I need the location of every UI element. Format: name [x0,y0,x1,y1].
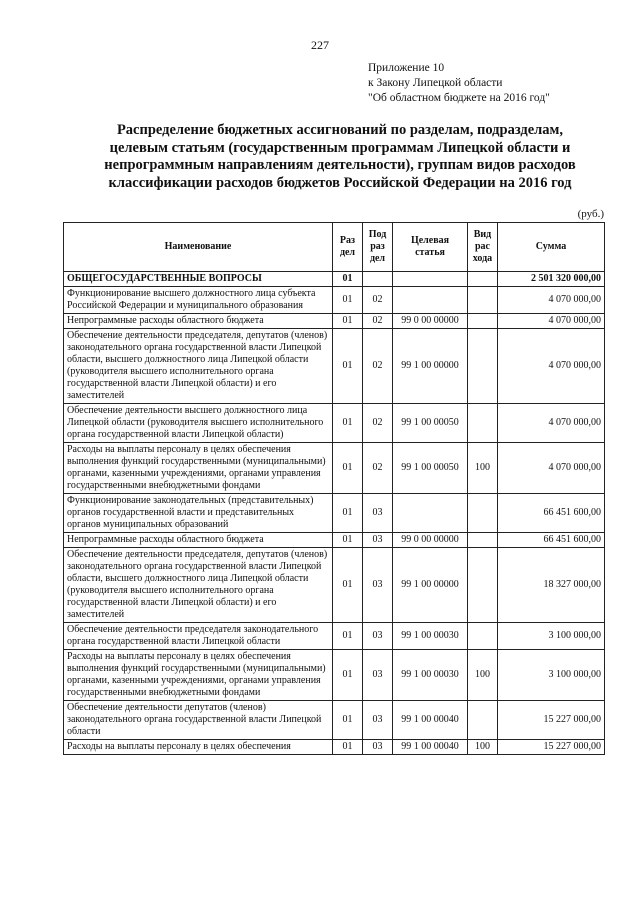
cell-name: Функционирование высшего должностного лица субъекта Российской Федерации и муниципального образования [64,287,333,314]
cell-razdel: 01 [333,287,363,314]
cell-target: 99 1 00 00040 [393,701,468,740]
title-line: классификации расходов бюджетов Российской Федерации на 2016 год [108,174,572,191]
cell-sum: 3 100 000,00 [498,623,605,650]
cell-vid [468,623,498,650]
cell-target [393,272,468,287]
document-title [70,122,610,192]
table-row [64,494,605,533]
cell-razdel: 01 [333,650,363,701]
cell-podrazdel: 03 [363,650,393,701]
cell-vid: 100 [468,443,498,494]
title-line: непрограммным направлениям деятельности), группам видов расходов [104,157,576,173]
cell-target [393,494,468,533]
cell-name: Обеспечение деятельности депутатов (членов) законодательного органа государственной власти Липецкой области [64,701,333,740]
cell-razdel: 01 [333,314,363,329]
cell-podrazdel: 03 [363,623,393,650]
cell-podrazdel: 03 [363,533,393,548]
cell-name: Непрограммные расходы областного бюджета [64,314,333,329]
budget-table [63,222,605,755]
table-row [64,443,605,494]
cell-razdel: 01 [333,533,363,548]
cell-podrazdel: 02 [363,404,393,443]
cell-name: ОБЩЕГОСУДАРСТВЕННЫЕ ВОПРОСЫ [64,272,333,287]
header-sum: Сумма [498,223,605,272]
cell-podrazdel: 03 [363,701,393,740]
table-row [64,533,605,548]
table-row [64,287,605,314]
cell-target [393,287,468,314]
header-podrazdel: Под раз дел [363,223,393,272]
cell-target: 99 0 00 00000 [393,533,468,548]
cell-podrazdel: 03 [363,740,393,755]
cell-sum: 4 070 000,00 [498,443,605,494]
header-razdel: Раз дел [333,223,363,272]
cell-vid [468,701,498,740]
cell-name: Обеспечение деятельности председателя, депутатов (членов) законодательного органа государственной власти Липецкой области, высшего должностного лица Липецкой области (руководителя высшего исполнительного органа государственной власти Липецкой области) и его заместителей [64,548,333,623]
cell-vid: 100 [468,740,498,755]
cell-razdel: 01 [333,272,363,287]
cell-razdel: 01 [333,548,363,623]
cell-vid [468,287,498,314]
cell-sum: 4 070 000,00 [498,404,605,443]
cell-target: 99 1 00 00050 [393,404,468,443]
cell-target: 99 1 00 00040 [393,740,468,755]
cell-name: Расходы на выплаты персоналу в целях обеспечения выполнения функций государственными (муниципальными) органами, казенными учреждениями, органами управления государственными внебюджетными фондами [64,650,333,701]
cell-razdel: 01 [333,329,363,404]
cell-vid [468,272,498,287]
cell-name: Функционирование законодательных (представительных) органов государственной власти и представительных органов муниципальных образований [64,494,333,533]
cell-sum: 66 451 600,00 [498,494,605,533]
cell-target: 99 1 00 00030 [393,623,468,650]
appendix-line: Приложение 10 [368,62,445,74]
cell-sum: 2 501 320 000,00 [498,272,605,287]
cell-name: Обеспечение деятельности высшего должностного лица Липецкой области (руководителя высшего исполнительного органа государственной власти Липецкой области) [64,404,333,443]
cell-name: Обеспечение деятельности председателя законодательного органа государственной власти Липецкой области [64,623,333,650]
header-target: Целевая статья [393,223,468,272]
appendix-note [368,61,550,106]
table-row [64,623,605,650]
table-row [64,404,605,443]
table-row [64,314,605,329]
cell-name: Расходы на выплаты персоналу в целях обеспечения [64,740,333,755]
cell-target: 99 1 00 00030 [393,650,468,701]
cell-vid [468,548,498,623]
title-line: целевым статьям (государственным программам Липецкой области и [109,139,571,156]
cell-name: Расходы на выплаты персоналу в целях обеспечения выполнения функций государственными (муниципальными) органами, казенными учреждениями, органами управления государственными внебюджетными фондами [64,443,333,494]
appendix-line: к Закону Липецкой области [368,77,503,89]
cell-vid [468,494,498,533]
cell-target: 99 0 00 00000 [393,314,468,329]
cell-sum: 15 227 000,00 [498,701,605,740]
cell-podrazdel: 02 [363,329,393,404]
cell-razdel: 01 [333,701,363,740]
cell-sum: 66 451 600,00 [498,533,605,548]
cell-razdel: 01 [333,623,363,650]
table-row [64,272,605,287]
page-number: 227 [311,38,329,52]
cell-sum: 4 070 000,00 [498,314,605,329]
cell-vid [468,314,498,329]
title-line: Распределение бюджетных ассигнований по разделам, подразделам, [116,122,564,138]
cell-razdel: 01 [333,443,363,494]
cell-target: 99 1 00 00050 [393,443,468,494]
cell-name: Непрограммные расходы областного бюджета [64,533,333,548]
cell-podrazdel: 03 [363,494,393,533]
cell-podrazdel: 02 [363,443,393,494]
cell-sum: 3 100 000,00 [498,650,605,701]
cell-razdel: 01 [333,494,363,533]
appendix-line: "Об областном бюджете на 2016 год" [368,92,550,104]
cell-sum: 4 070 000,00 [498,287,605,314]
table-row [64,329,605,404]
cell-target: 99 1 00 00000 [393,548,468,623]
table-row [64,650,605,701]
cell-sum: 18 327 000,00 [498,548,605,623]
table-row [64,740,605,755]
cell-vid: 100 [468,650,498,701]
table-header-row [64,223,605,272]
cell-name: Обеспечение деятельности председателя, депутатов (членов) законодательного органа государственной власти Липецкой области, высшего должностного лица Липецкой области (руководителя высшего исполнительного органа государственной власти Липецкой области) и его заместителей [64,329,333,404]
cell-podrazdel [363,272,393,287]
cell-sum: 4 070 000,00 [498,329,605,404]
currency-unit: (руб.) [577,208,604,220]
cell-podrazdel: 02 [363,314,393,329]
cell-target: 99 1 00 00000 [393,329,468,404]
table-row [64,701,605,740]
cell-vid [468,533,498,548]
cell-razdel: 01 [333,740,363,755]
header-vid: Вид рас хода [468,223,498,272]
cell-razdel: 01 [333,404,363,443]
cell-podrazdel: 03 [363,548,393,623]
table-row [64,548,605,623]
cell-vid [468,329,498,404]
cell-vid [468,404,498,443]
header-name: Наименование [64,223,333,272]
cell-sum: 15 227 000,00 [498,740,605,755]
cell-podrazdel: 02 [363,287,393,314]
